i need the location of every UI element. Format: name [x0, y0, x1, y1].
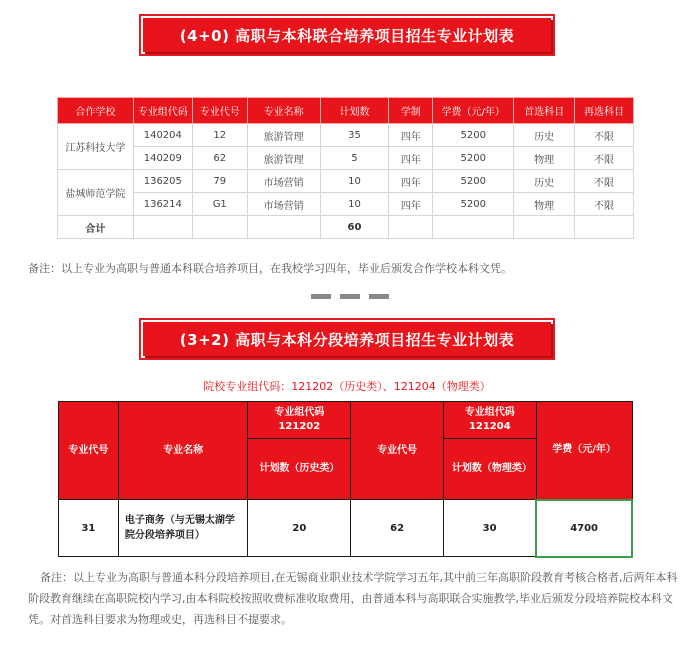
empty-cell: [575, 216, 634, 239]
major-code-cell: G1: [192, 193, 247, 216]
empty-cell: [192, 216, 247, 239]
section1-title-banner: [139, 14, 555, 56]
major-code-cell: 12: [192, 124, 247, 147]
major-code-cell: 31: [59, 500, 119, 557]
group-code-value: 121202: [278, 421, 321, 432]
first-subject-cell: 物理: [514, 147, 575, 170]
major-name-cell: 电子商务（与无锡太湖学院分段培养项目）: [118, 500, 248, 557]
empty-cell: [433, 216, 514, 239]
empty-cell: [133, 216, 192, 239]
header-group-code: 专业组代码: [133, 98, 192, 124]
fee-cell: 4700: [536, 500, 632, 557]
table-row: [59, 500, 633, 557]
section2-title: (3+2) 高职与本科分段培养项目招生专业计划表: [143, 322, 551, 356]
school-cell: 江苏科技大学: [58, 124, 134, 170]
first-subject-cell: 历史: [514, 124, 575, 147]
fee-cell: 5200: [433, 124, 514, 147]
second-subject-cell: 不限: [575, 193, 634, 216]
plan-table-4plus0: [57, 97, 634, 239]
table-row: [58, 193, 634, 216]
header-major-name: 专业名称: [118, 402, 248, 500]
header-plan-physics: 计划数（物理类）: [443, 439, 536, 500]
header-fee: 学费（元/年）: [536, 402, 632, 500]
header-years: 学制: [389, 98, 433, 124]
empty-cell: [514, 216, 575, 239]
fee-cell: 5200: [433, 147, 514, 170]
plan-cell: 10: [320, 193, 389, 216]
header-fee: 学费（元/年）: [433, 98, 514, 124]
major-code-cell: 79: [192, 170, 247, 193]
table-row: [58, 124, 634, 147]
section2-title-banner: [139, 318, 555, 360]
header-plan-history: 计划数（历史类）: [248, 439, 351, 500]
years-cell: 四年: [389, 147, 433, 170]
fee-cell: 5200: [433, 193, 514, 216]
table-row: [58, 147, 634, 170]
plan-history-cell: 20: [248, 500, 351, 557]
header-first-subject: 首选科目: [514, 98, 575, 124]
table-row: [58, 170, 634, 193]
header-major-code: 专业代号: [59, 402, 119, 500]
plan-physics-cell: 30: [443, 500, 536, 557]
section1-title: (4+0) 高职与本科联合培养项目招生专业计划表: [143, 18, 551, 52]
total-label: 合计: [58, 216, 134, 239]
major-name-cell: 市场营销: [247, 170, 320, 193]
empty-cell: [389, 216, 433, 239]
header-group-code-history: [248, 402, 351, 439]
years-cell: 四年: [389, 170, 433, 193]
second-subject-cell: 不限: [575, 170, 634, 193]
major-code-cell: 62: [192, 147, 247, 170]
total-row: [58, 216, 634, 239]
group-code-cell: 140204: [133, 124, 192, 147]
first-subject-cell: 历史: [514, 170, 575, 193]
header-major-name: 专业名称: [247, 98, 320, 124]
school-cell: 盐城师范学院: [58, 170, 134, 216]
table-header-row: [59, 402, 633, 439]
major-code-2-cell: 62: [351, 500, 444, 557]
section2-note: 备注：以上专业为高职与普通本科分段培养项目,在无锡商业职业技术学院学习五年,其中前三年高职阶段教育考核合格者,后两年本科阶段教育继续在高职院校内学习,由本科院校按照收费标准收取费用，由普通本科与高职联合实施教学,毕业后颁发分段培养院校本科文凭。对首选科目要求为物理或史，再选科目不提要求。: [28, 571, 678, 626]
header-plan: 计划数: [320, 98, 389, 124]
second-subject-cell: 不限: [575, 147, 634, 170]
group-code-label: 专业组代码: [464, 407, 515, 418]
divider-dash: [311, 294, 331, 299]
header-major-code-2: 专业代号: [351, 402, 444, 500]
group-code-cell: 136205: [133, 170, 192, 193]
group-code-cell: 140209: [133, 147, 192, 170]
section1-note: 备注：以上专业为高职与普通本科联合培养项目，在我校学习四年，毕业后颁发合作学校本科文凭。: [28, 262, 512, 275]
header-group-code-physics: [443, 402, 536, 439]
plan-cell: 10: [320, 170, 389, 193]
plan-table-3plus2: [58, 401, 633, 558]
major-name-cell: 市场营销: [247, 193, 320, 216]
group-code-value: 121204: [468, 421, 511, 432]
total-value: 60: [320, 216, 389, 239]
group-code-label: 专业组代码: [274, 407, 325, 418]
fee-cell: 5200: [433, 170, 514, 193]
second-subject-cell: 不限: [575, 124, 634, 147]
header-second-subject: 再选科目: [575, 98, 634, 124]
divider-dash: [369, 294, 389, 299]
plan-cell: 35: [320, 124, 389, 147]
first-subject-cell: 物理: [514, 193, 575, 216]
header-major-code: 专业代号: [192, 98, 247, 124]
empty-cell: [247, 216, 320, 239]
plan-cell: 5: [320, 147, 389, 170]
section2-subtitle: 院校专业组代码：121202（历史类）、121204（物理类）: [203, 380, 491, 393]
major-name-cell: 旅游管理: [247, 124, 320, 147]
section-divider: [311, 294, 389, 299]
years-cell: 四年: [389, 193, 433, 216]
major-name-cell: 旅游管理: [247, 147, 320, 170]
group-code-cell: 136214: [133, 193, 192, 216]
years-cell: 四年: [389, 124, 433, 147]
header-school: 合作学校: [58, 98, 134, 124]
table-header-row: [58, 98, 634, 124]
divider-dash: [340, 294, 360, 299]
